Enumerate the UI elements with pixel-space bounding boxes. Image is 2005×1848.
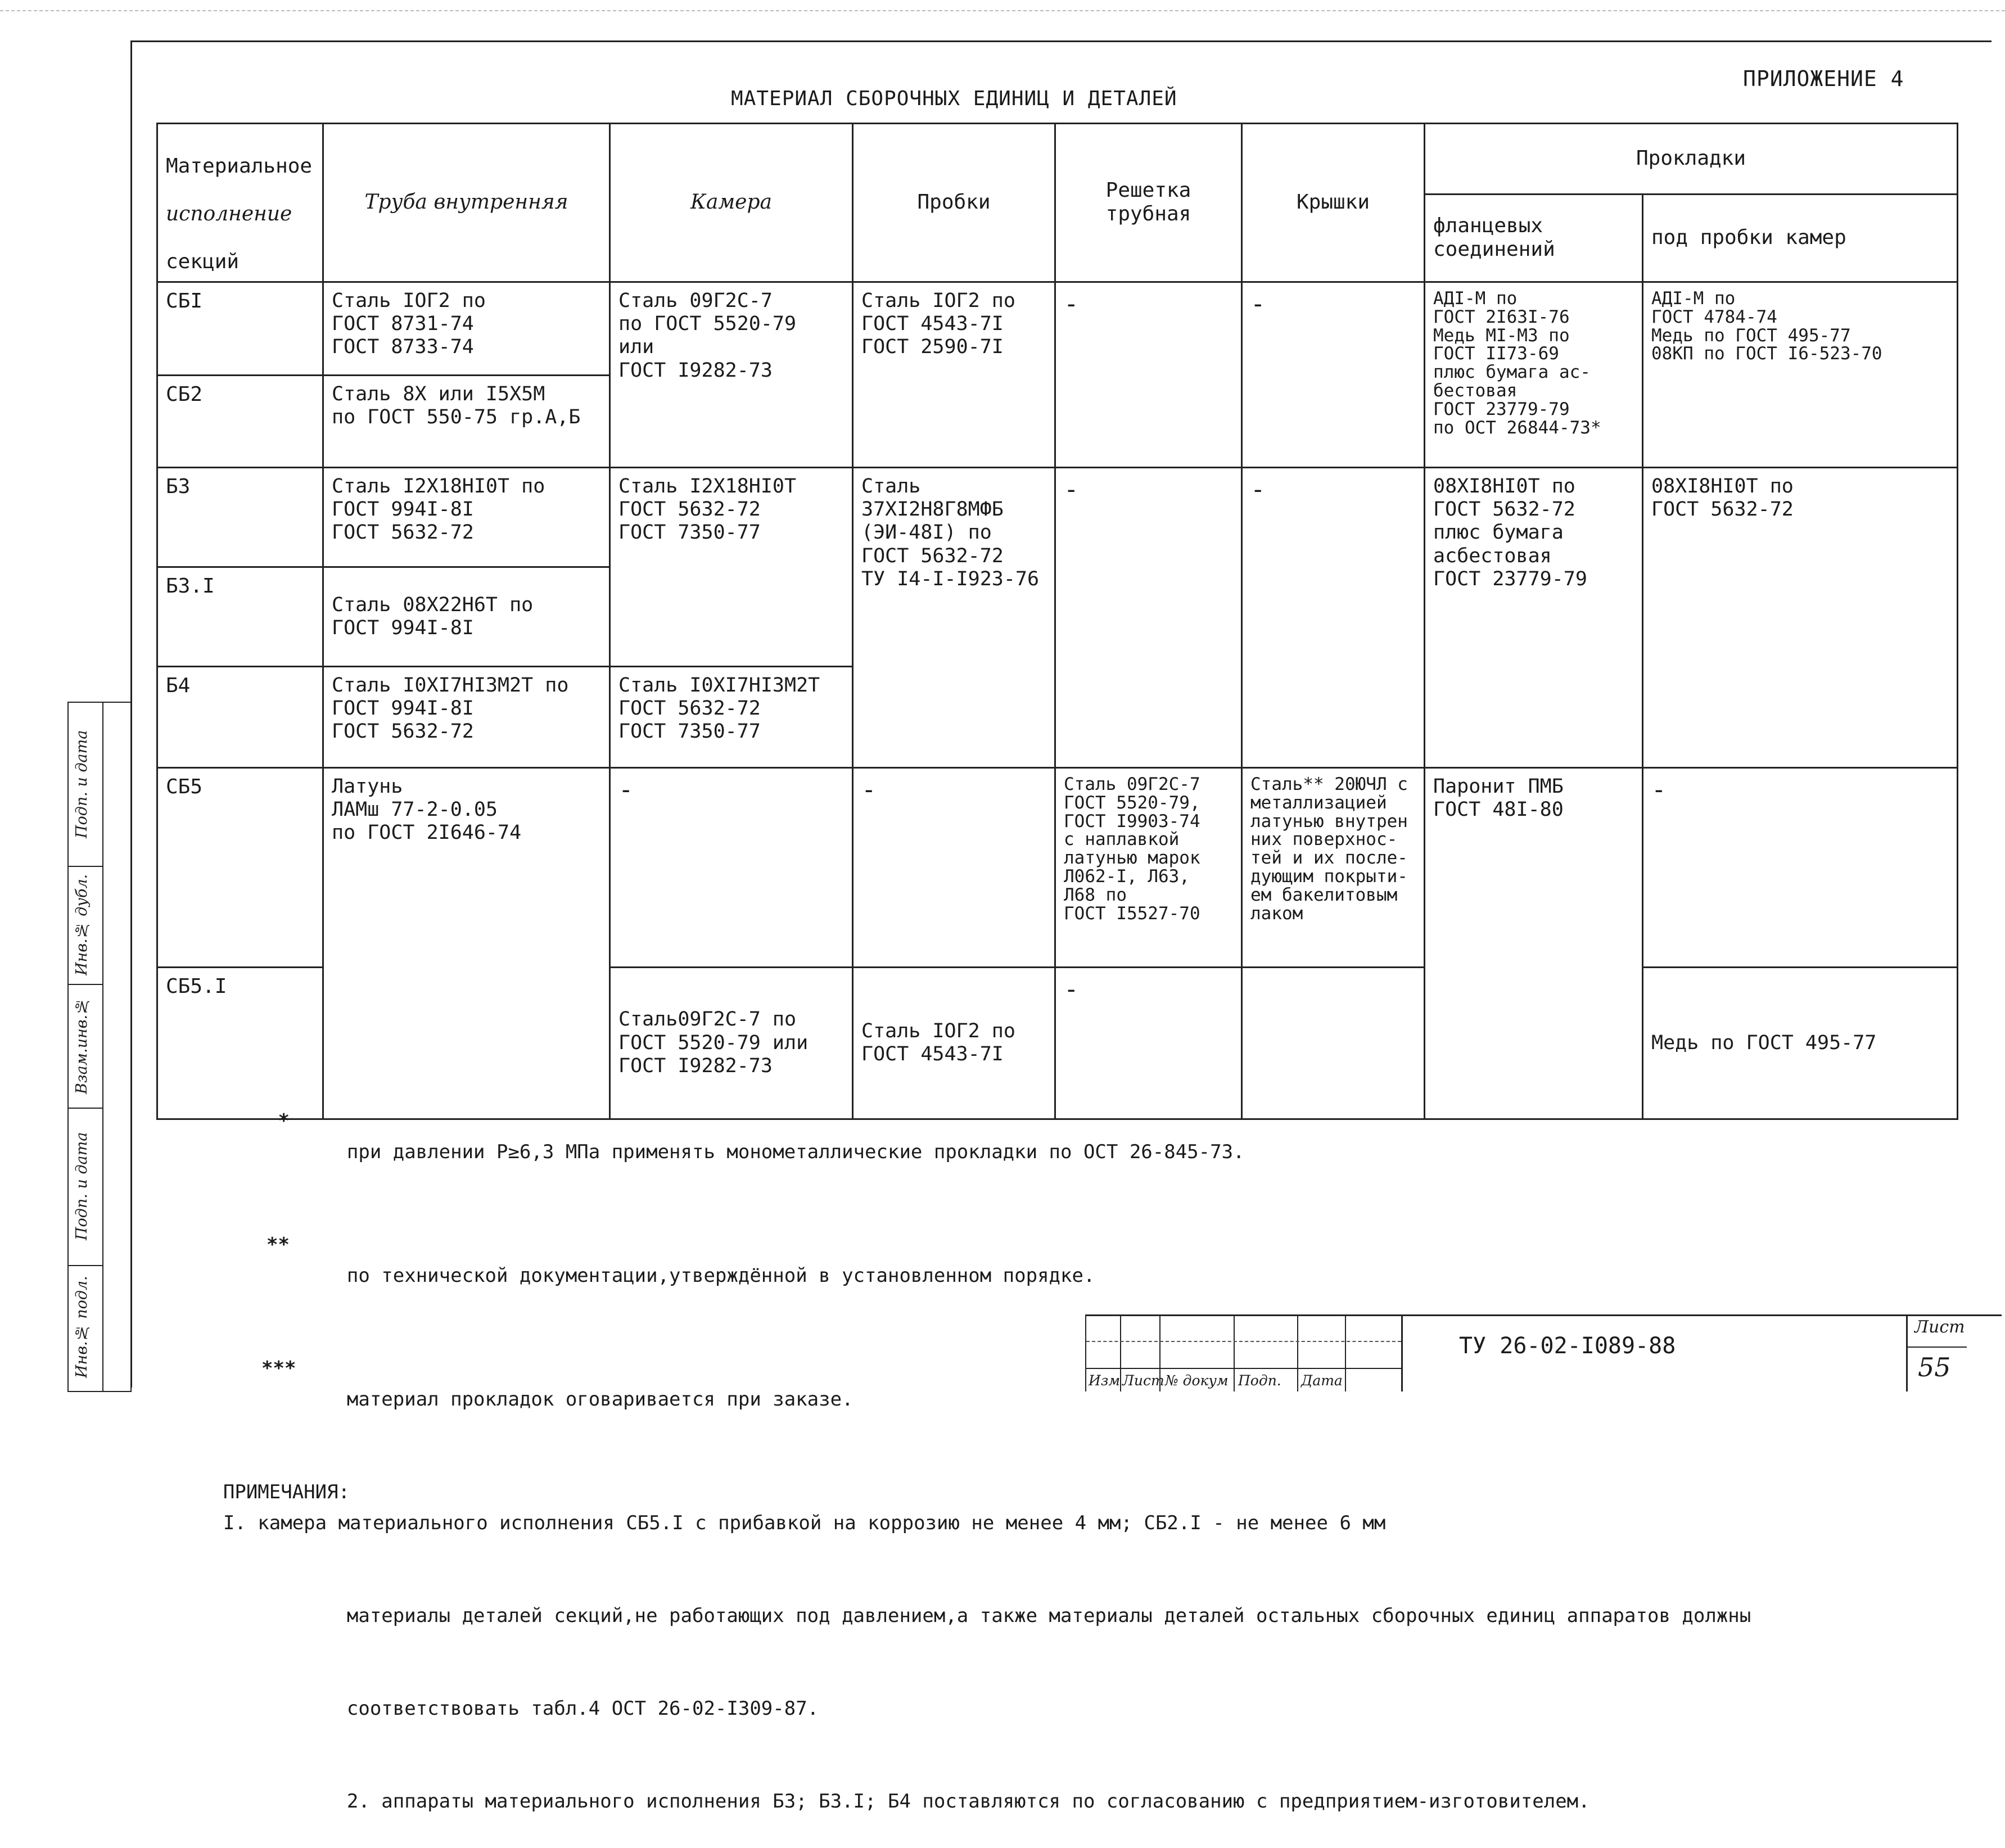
grid-line — [1086, 1368, 1401, 1369]
plug-gasket-cell: - — [1643, 767, 1958, 967]
col-signature: Подп. — [1238, 1372, 1281, 1389]
binding-cell — [69, 703, 102, 867]
header-chamber: Камера — [610, 124, 853, 282]
col-change: Изм — [1089, 1372, 1121, 1389]
flange-gasket-cell: АДI-М по ГОСТ 2I63I-76 Медь МI-М3 по ГОСТ II73-69 плюс бумага ас- бестовая ГОСТ 23779-79 по ОСТ 26844-73* — [1425, 282, 1643, 467]
grid-divider — [1297, 1316, 1298, 1391]
remark-1 — [177, 1446, 1864, 1570]
plug-gasket-cell: АДI-М по ГОСТ 4784-74 Медь по ГОСТ 495-77 08КП по ГОСТ I6-523-70 — [1643, 282, 1958, 467]
remark-1-cont2 — [177, 1662, 1864, 1755]
grid-divider — [1345, 1316, 1346, 1391]
table-row — [157, 282, 1958, 375]
binding-cell — [69, 1265, 102, 1390]
binding-label: Инв.№ дубл. — [73, 874, 91, 976]
footnote-text-1: при давлении Р≥6,3 МПа применять монометаллические прокладки по ОСТ 26-845-73. — [346, 1141, 1245, 1163]
header-tube-sheet: Решетка трубная — [1055, 124, 1242, 282]
col-doc-number: № докум — [1165, 1372, 1229, 1389]
footnote-1 — [177, 1075, 1864, 1199]
binding-strip — [67, 702, 132, 1392]
remark-text-1c: соответствовать табл.4 ОСТ 26-02-I309-87. — [346, 1697, 819, 1720]
footnote-marker-3: *** — [261, 1357, 296, 1380]
document-code: ТУ 26-02-I089-88 — [1459, 1333, 1676, 1359]
table-row — [157, 767, 1958, 967]
revision-grid — [1085, 1316, 1403, 1391]
section-code: Б3 — [157, 467, 323, 567]
plugs-cell: Сталь IОГ2 по ГОСТ 4543-7I ГОСТ 2590-7I — [853, 282, 1055, 467]
covers-cell: Сталь** 20ЮЧЛ с металлизацией латунью внутрен них поверхнос- тей и их после- дующим покрыти- ем бакелитовым лаком — [1242, 767, 1425, 967]
chamber-cell: Сталь 09Г2С-7 по ГОСТ 5520-79 или ГОСТ I9282-73 — [610, 282, 853, 467]
flange-gasket-cell: 08ХI8НI0Т по ГОСТ 5632-72 плюс бумага асбестовая ГОСТ 23779-79 — [1425, 467, 1643, 767]
inner-tube-cell: Сталь IОГ2 по ГОСТ 8731-74 ГОСТ 8733-74 — [323, 282, 610, 375]
section-code: Б3.I — [157, 567, 323, 666]
inner-tube-cell: Сталь I2Х18НI0Т по ГОСТ 994I-8I ГОСТ 5632-72 — [323, 467, 610, 567]
section-code: СБ5.I — [157, 967, 323, 1119]
binding-label: Взам.инв.№ — [73, 997, 91, 1095]
binding-cell — [69, 984, 102, 1109]
frame-top-border — [130, 40, 1992, 42]
header-plugs: Пробки — [853, 124, 1055, 282]
tube-sheet-cell: - — [1055, 467, 1242, 767]
sheet-number: 55 — [1918, 1352, 1951, 1382]
remark-text-1: I. камера материального исполнения СБ5.I с прибавкой на коррозию не менее 4 мм; СБ2.I - не менее 6 мм — [223, 1512, 1386, 1534]
table-row — [157, 467, 1958, 567]
inner-tube-cell: Латунь ЛАМш 77-2-0.05 по ГОСТ 2I646-74 — [323, 767, 610, 1119]
header-covers: Крышки — [1242, 124, 1425, 282]
inner-tube-cell: Сталь 08Х22Н6Т по ГОСТ 994I-8I — [323, 567, 610, 666]
section-code: Б4 — [157, 666, 323, 767]
remark-text-2: 2. аппараты материального исполнения Б3; Б3.I; Б4 поставляются по согласованию с предприятием-изготовителем. — [346, 1790, 1590, 1813]
materials-table — [156, 123, 1958, 1120]
header-gaskets: Прокладки — [1425, 124, 1958, 195]
footnotes — [177, 1075, 1864, 1848]
footnote-marker-1: * — [278, 1110, 290, 1132]
appendix-label: ПРИЛОЖЕНИЕ 4 — [1743, 66, 1904, 91]
section-code: СБ5 — [157, 767, 323, 967]
frame-dash-line — [0, 10, 2005, 11]
header-gaskets-flange: фланцевых соединений — [1425, 194, 1643, 282]
inner-tube-cell: Сталь 8Х или I5Х5М по ГОСТ 550-75 гр.А,Б — [323, 375, 610, 467]
chamber-cell: Сталь09Г2С-7 по ГОСТ 5520-79 или ГОСТ I9282-73 — [610, 967, 853, 1119]
sheet-box — [1906, 1316, 1967, 1391]
sheet-divider — [1908, 1347, 1967, 1348]
chamber-cell: - — [610, 767, 853, 967]
tube-sheet-cell: - — [1055, 967, 1242, 1119]
footnote-text-2: по технической документации,утверждённой в установленном порядке. — [346, 1264, 1095, 1287]
flange-gasket-cell: Паронит ПМБ ГОСТ 48I-80 — [1425, 767, 1643, 1119]
chamber-cell: Сталь I2Х18НI0Т ГОСТ 5632-72 ГОСТ 7350-77 — [610, 467, 853, 666]
header-exec-line2: исполнение — [166, 202, 292, 226]
binding-strip-divider — [102, 703, 103, 1391]
footnote-2 — [177, 1199, 1864, 1322]
title-block — [1085, 1314, 2002, 1391]
chamber-cell: Сталь I0ХI7НI3М2Т ГОСТ 5632-72 ГОСТ 7350-77 — [610, 666, 853, 767]
plugs-cell: - — [853, 767, 1055, 967]
remarks-label: ПРИМЕЧАНИЯ: — [223, 1481, 350, 1503]
plugs-cell: Сталь IОГ2 по ГОСТ 4543-7I — [853, 967, 1055, 1119]
section-code: СБ2 — [157, 375, 323, 467]
footnote-marker-2: ** — [267, 1233, 290, 1256]
plug-gasket-cell: Медь по ГОСТ 495-77 — [1643, 967, 1958, 1119]
binding-cell — [69, 866, 102, 985]
grid-dashed-line — [1086, 1341, 1401, 1342]
plugs-cell: Сталь 37ХI2Н8Г8МФБ (ЭИ-48I) по ГОСТ 5632-72 ТУ I4-I-I923-76 — [853, 467, 1055, 767]
inner-tube-cell: Сталь I0ХI7НI3М2Т по ГОСТ 994I-8I ГОСТ 5632-72 — [323, 666, 610, 767]
remark-2 — [177, 1755, 1864, 1848]
covers-cell: - — [1242, 467, 1425, 767]
header-exec-line1: Материальное — [166, 155, 313, 178]
header-exec-line3: секций — [166, 250, 240, 274]
grid-divider — [1234, 1316, 1235, 1391]
tube-sheet-cell: Сталь 09Г2С-7 ГОСТ 5520-79, ГОСТ I9903-74 с наплавкой латунью марок Л062-I, Л63, Л68 по ГОСТ I5527-70 — [1055, 767, 1242, 967]
covers-cell: - — [1242, 282, 1425, 467]
plug-gasket-cell: 08ХI8НI0Т по ГОСТ 5632-72 — [1643, 467, 1958, 767]
sheet-label: Лист — [1914, 1317, 1965, 1337]
header-inner-tube: Труба внутренняя — [323, 124, 610, 282]
header-gaskets-plug: под пробки камер — [1643, 194, 1958, 282]
section-code: СБI — [157, 282, 323, 375]
binding-label: Подп. и дата — [73, 730, 91, 839]
binding-label: Инв.№ подл. — [73, 1276, 91, 1378]
remark-1-cont — [177, 1570, 1864, 1662]
col-sheet: Лист — [1122, 1372, 1164, 1389]
col-date: Дата — [1301, 1372, 1343, 1389]
document-title: МАТЕРИАЛ СБОРОЧНЫХ ЕДИНИЦ И ДЕТАЛЕЙ — [731, 87, 1177, 110]
binding-cell — [69, 1108, 102, 1266]
grid-divider — [1120, 1316, 1121, 1391]
binding-label: Подп. и дата — [73, 1132, 91, 1241]
footnote-text-3: материал прокладок оговаривается при заказе. — [346, 1388, 854, 1411]
remark-text-1b: материалы деталей секций,не работающих под давлением,а также материалы деталей остальных сборочных единиц аппаратов должны — [346, 1605, 1751, 1627]
tube-sheet-cell: - — [1055, 282, 1242, 467]
header-material-execution — [157, 124, 323, 282]
